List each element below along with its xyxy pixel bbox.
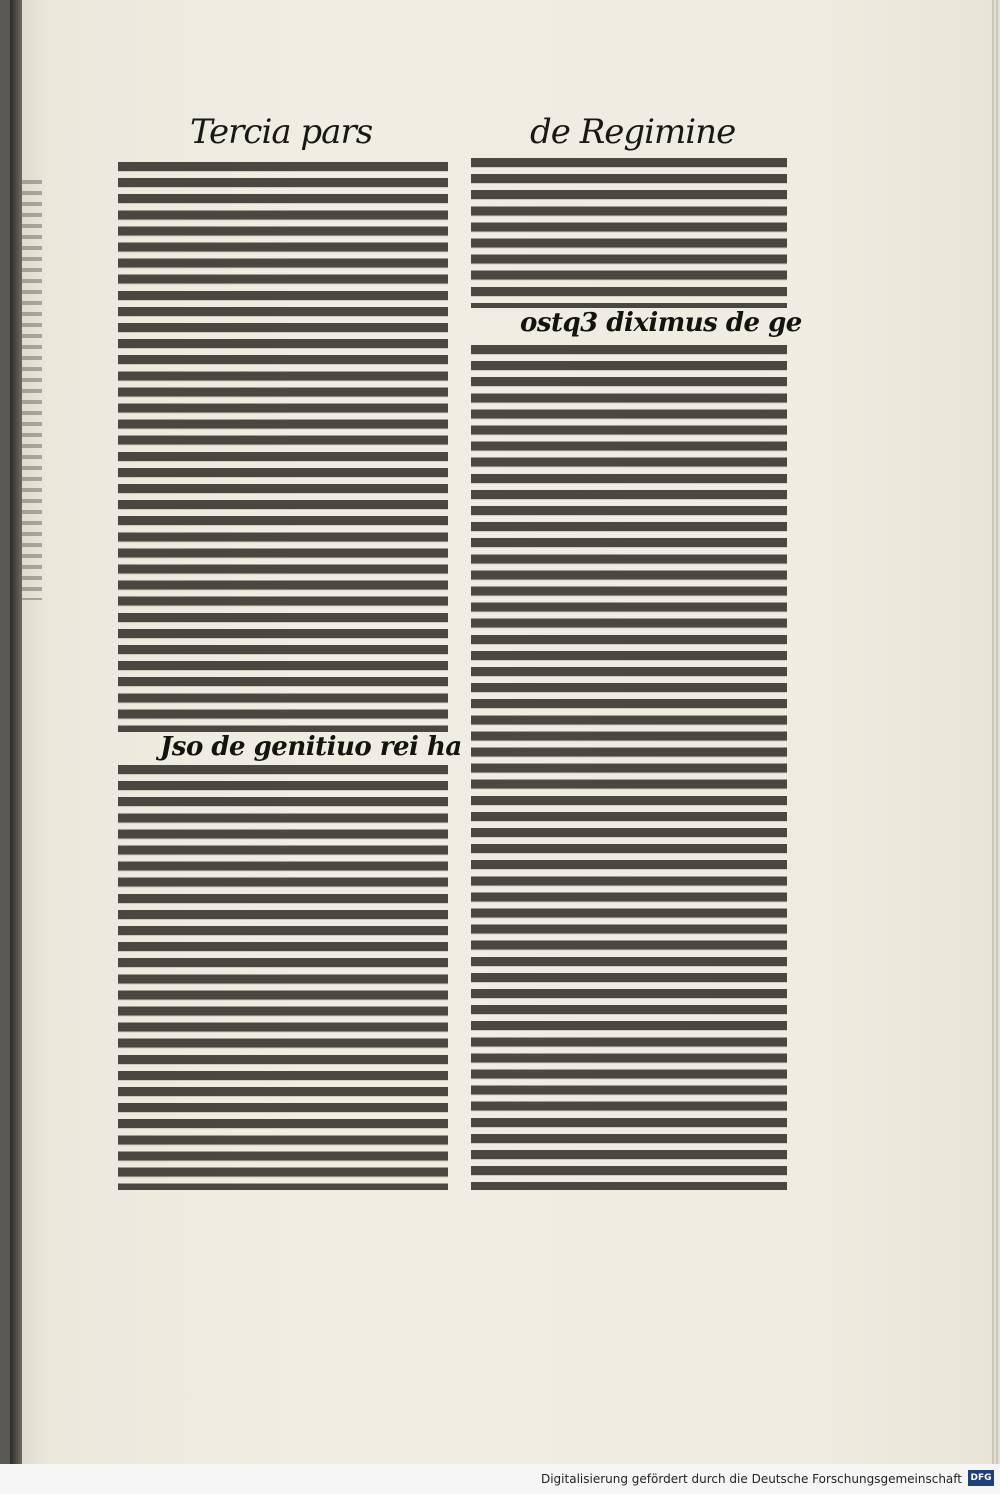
- section-heading-genitive: Jso de genitiuo rei ha: [160, 732, 462, 762]
- text-block-right-upper: [471, 158, 787, 308]
- text-block-left-upper: [118, 162, 448, 732]
- running-head-left: Tercia pars: [190, 112, 373, 152]
- text-block-right-lower: [471, 345, 787, 1190]
- facing-page-edge: [22, 180, 42, 600]
- footer-credit: Digitalisierung gefördert durch die Deutsche Forschungsgemeinschaft: [540, 1472, 962, 1486]
- text-block-left-lower: [118, 765, 448, 1190]
- book-page: [10, 0, 1000, 1464]
- footer-bar: [0, 1464, 1000, 1494]
- page-edges: [992, 0, 1000, 1464]
- book-spine: [10, 0, 22, 1464]
- dfg-logo: DFG: [968, 1470, 994, 1486]
- running-head-right: de Regimine: [530, 112, 736, 152]
- section-heading-right: ostq3 diximus de ge: [520, 308, 802, 338]
